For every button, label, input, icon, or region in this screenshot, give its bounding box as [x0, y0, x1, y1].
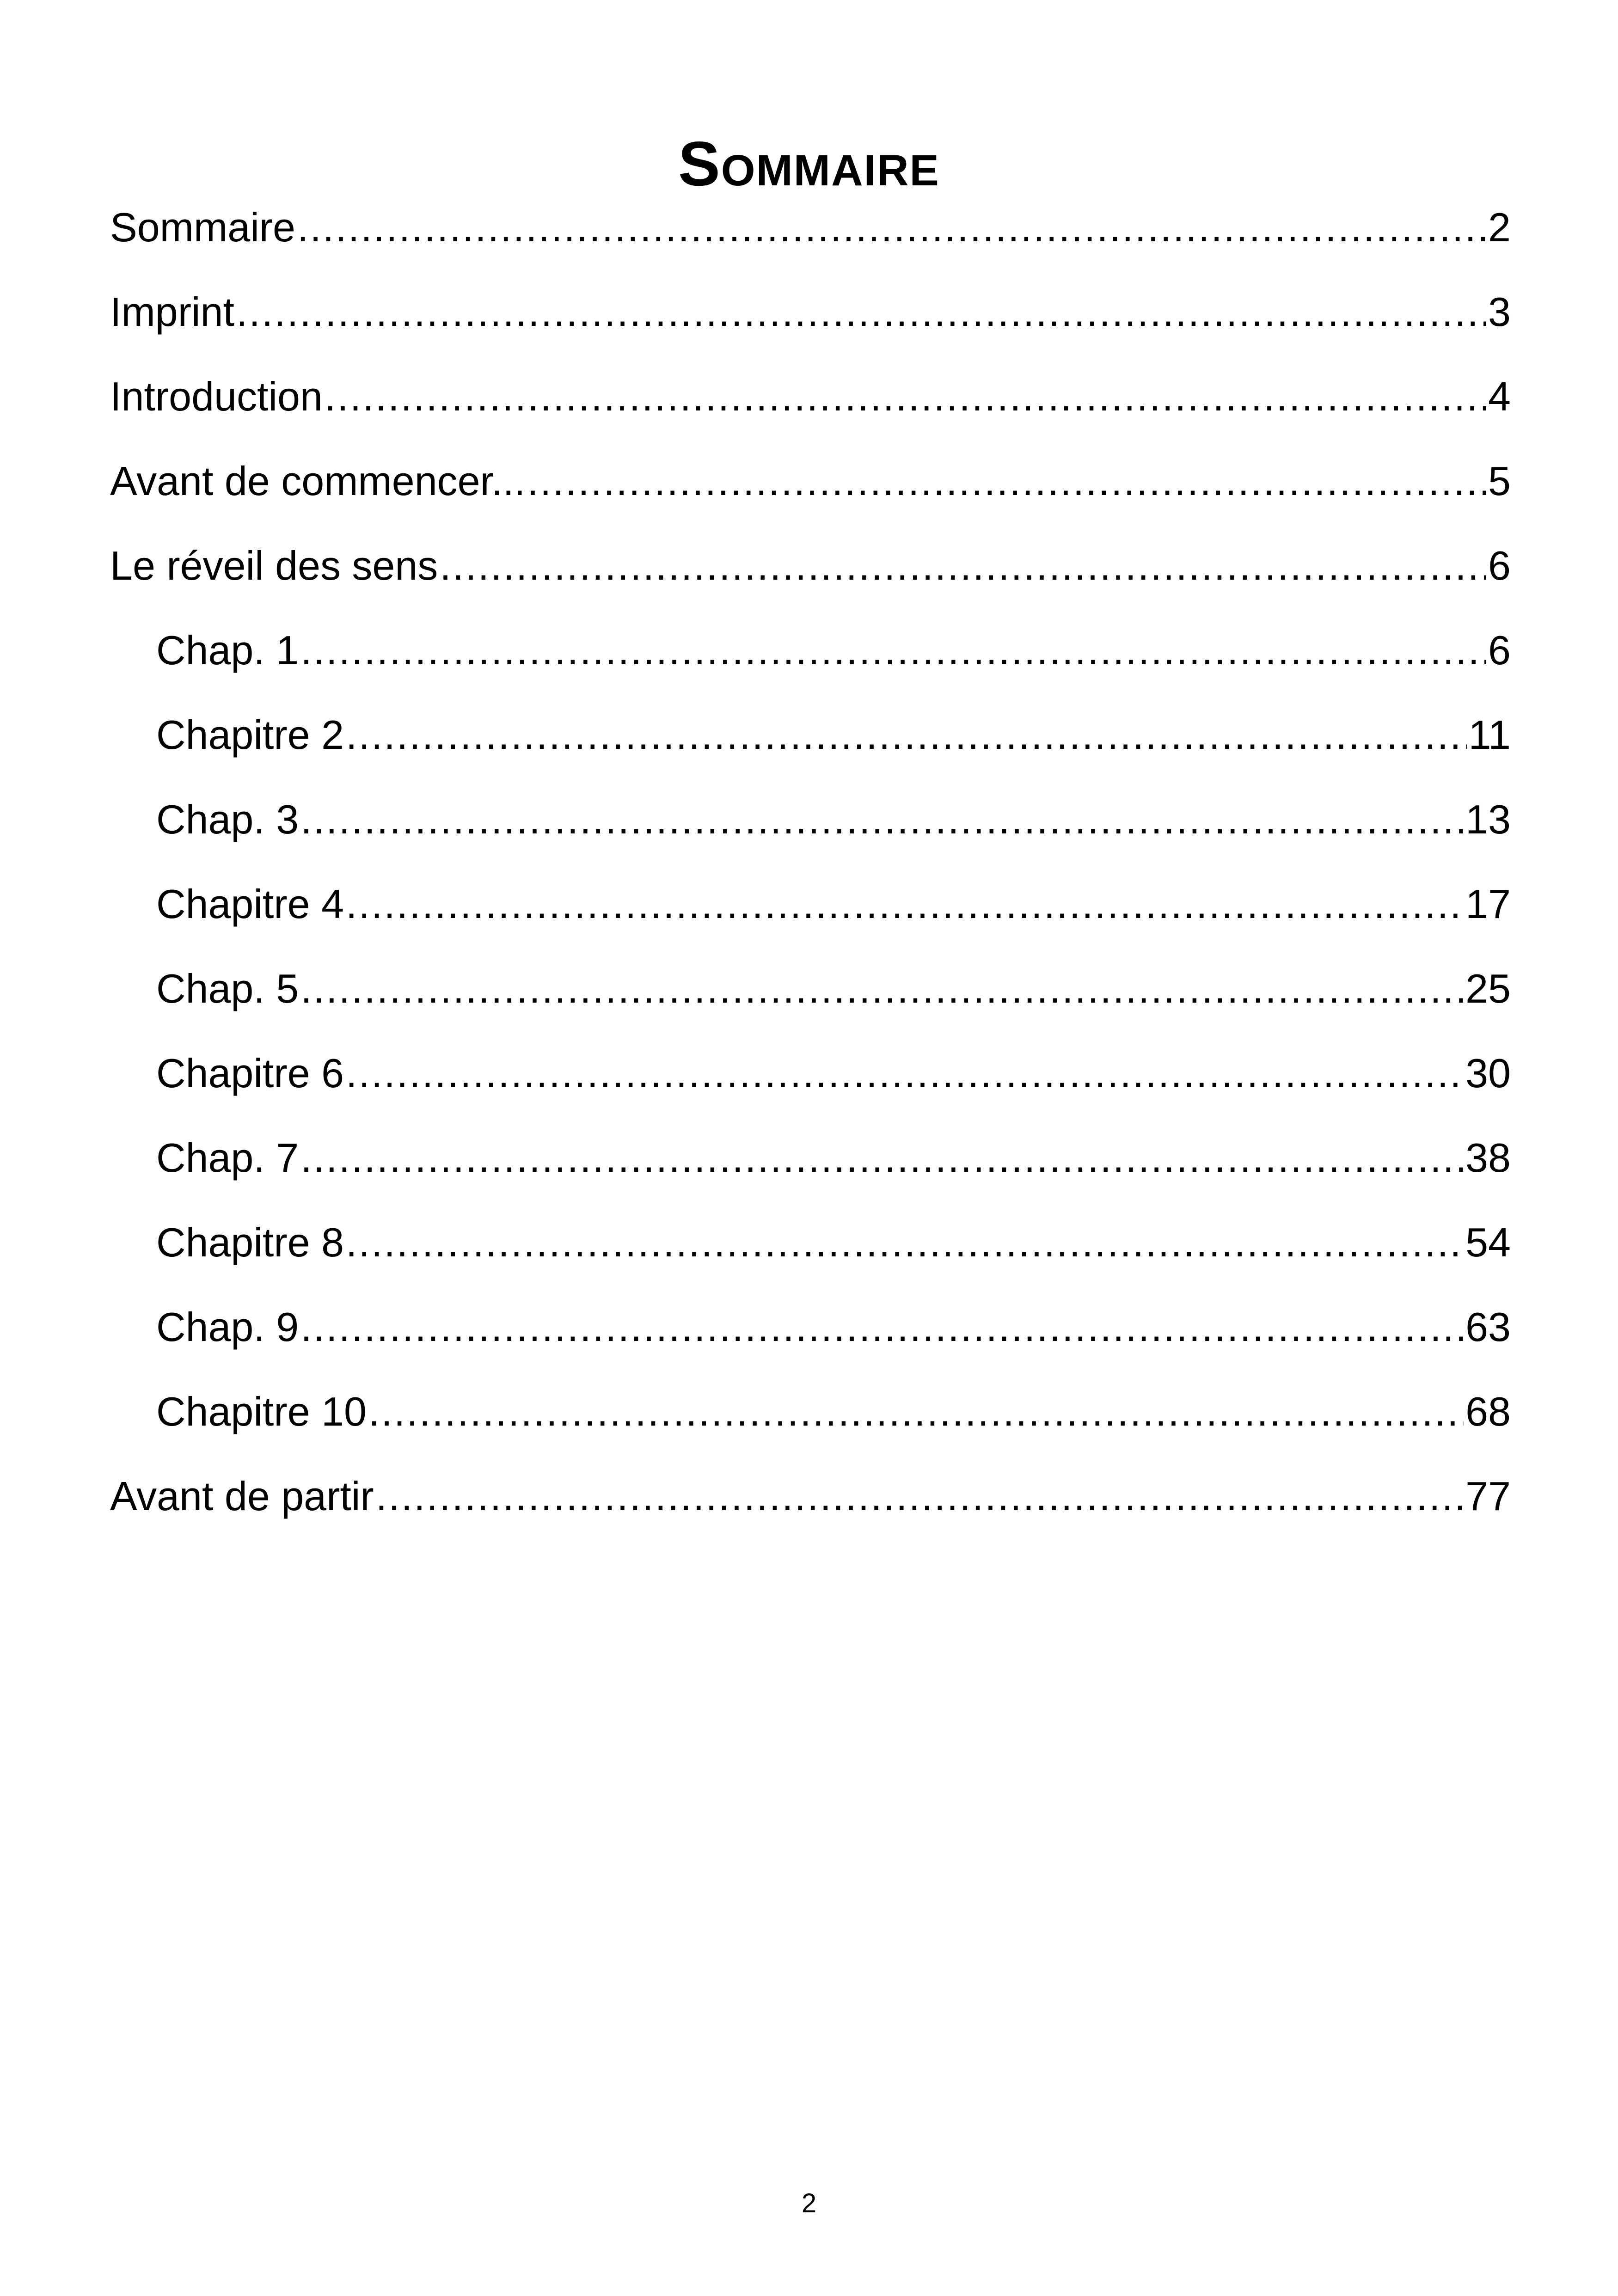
toc-entry-label: Chap. 7 [156, 1135, 299, 1181]
toc-entry-page: 30 [1465, 1050, 1511, 1096]
table-of-contents [110, 204, 1511, 1561]
toc-entry-chap-9[interactable] [110, 1304, 1511, 1391]
toc-entry-chapitre-8[interactable] [110, 1219, 1511, 1307]
dot-leader [236, 292, 1486, 332]
page-number: 2 [801, 2188, 817, 2218]
toc-entry-label: Avant de commencer... [110, 458, 526, 504]
toc-entry-le-reveil-des-sens[interactable] [110, 545, 1511, 630]
toc-entry-page: 13 [1465, 796, 1511, 842]
toc-entry-chap-5[interactable] [110, 968, 1511, 1053]
toc-entry-label: Chap. 5 [156, 966, 299, 1011]
toc-entry-label: Chapitre 10 [156, 1389, 367, 1434]
page-title: Sommaire [678, 129, 940, 199]
dot-leader [325, 376, 1486, 417]
toc-entry-label: Introduction [110, 373, 323, 419]
dot-leader [346, 884, 1464, 925]
dot-leader [527, 461, 1486, 502]
dot-leader [346, 1053, 1464, 1094]
toc-entry-chap-7[interactable] [110, 1135, 1511, 1222]
toc-entry-chapitre-10[interactable] [110, 1391, 1511, 1476]
toc-entry-label: Chap. 1 [156, 627, 299, 673]
dot-leader [297, 207, 1486, 248]
toc-entry-label: Chap. 3 [156, 796, 299, 842]
toc-entry-chap-1[interactable] [110, 627, 1511, 715]
toc-entry-page: 25 [1465, 966, 1511, 1011]
toc-entry-label: Le réveil des sens [110, 543, 438, 588]
dot-leader [300, 1307, 1464, 1347]
toc-entry-avant-de-partir[interactable] [110, 1473, 1511, 1561]
toc-entry-chapitre-2[interactable] [110, 712, 1511, 799]
toc-entry-avant-de-commencer[interactable] [110, 458, 1511, 545]
toc-entry-chapitre-6[interactable] [110, 1050, 1511, 1138]
toc-entry-chapitre-4[interactable] [110, 881, 1511, 968]
toc-entry-page: 38 [1465, 1135, 1511, 1181]
toc-entry-page: 5 [1488, 458, 1511, 504]
toc-entry-introduction[interactable] [110, 373, 1511, 461]
toc-entry-label: Chapitre 8 [156, 1219, 344, 1265]
toc-entry-label: Chapitre 6 [156, 1050, 344, 1096]
dot-leader [368, 1391, 1464, 1432]
toc-entry-page: 4 [1488, 373, 1511, 419]
dot-leader [300, 1138, 1464, 1178]
dot-leader [300, 799, 1464, 840]
toc-entry-page: 77 [1465, 1473, 1511, 1519]
toc-entry-page: 6 [1488, 627, 1511, 673]
dot-leader [376, 1476, 1464, 1517]
toc-entry-label: Sommaire [110, 204, 295, 250]
toc-entry-label: Chapitre 2 [156, 712, 344, 758]
toc-entry-label: Imprint [110, 289, 234, 335]
toc-entry-page: 17 [1465, 881, 1511, 927]
toc-entry-imprint[interactable] [110, 289, 1511, 376]
toc-entry-sommaire[interactable] [110, 204, 1511, 292]
toc-entry-page: 11 [1468, 712, 1511, 758]
toc-entry-label: Chapitre 4 [156, 881, 344, 927]
dot-leader [346, 715, 1467, 755]
toc-entry-page: 2 [1488, 204, 1511, 250]
toc-entry-page: 6 [1488, 543, 1511, 588]
toc-entry-page: 68 [1465, 1389, 1511, 1434]
toc-entry-page: 63 [1465, 1304, 1511, 1350]
toc-entry-page: 54 [1465, 1219, 1511, 1265]
dot-leader [300, 630, 1486, 671]
toc-entry-page: 3 [1488, 289, 1511, 335]
dot-leader [346, 1222, 1464, 1263]
dot-leader [440, 545, 1486, 586]
toc-entry-label: Chap. 9 [156, 1304, 299, 1350]
toc-entry-chap-3[interactable] [110, 796, 1511, 884]
toc-entry-label: Avant de partir [110, 1473, 374, 1519]
dot-leader [300, 968, 1464, 1009]
